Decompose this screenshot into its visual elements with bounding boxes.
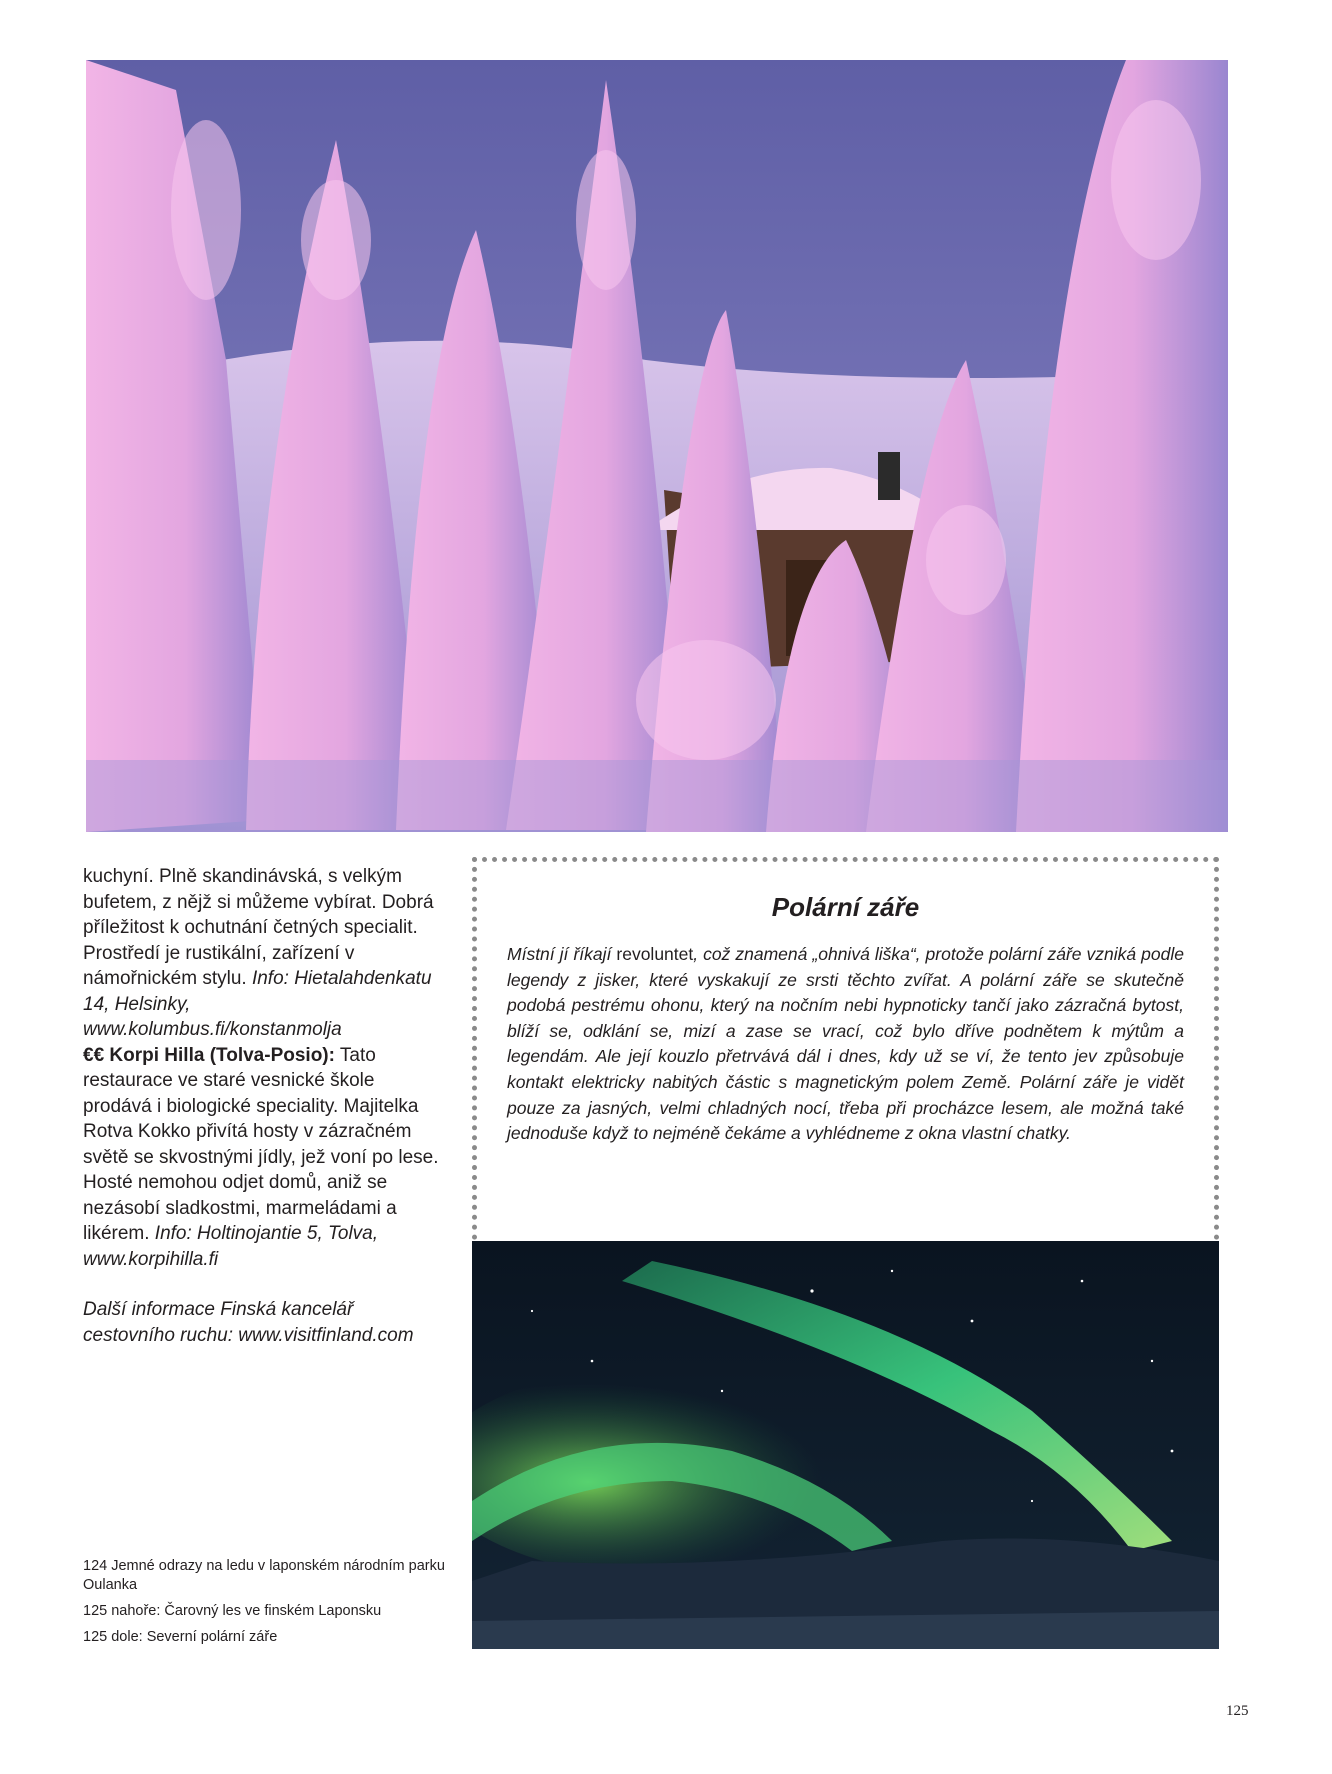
restaurant-name: €€ Korpi Hilla (Tolva-Posio): (83, 1044, 335, 1066)
info-address-1: Info: Hietalahdenkatu 14, Helsinky, www.kolumbus.fi/konstanmolja (83, 968, 432, 1040)
aurora-sidebar-box (472, 857, 1219, 1240)
sidebar-title: Polární záře (771, 892, 920, 922)
restaurant-paragraph-1: kuchyní. Plně skandinávská, s velkým bufetem, z nějž si můžeme vybírat. Dobrá příležitost k ochutnání četných specialit. Prostředí je rustikální, zařízení v námořnickém stylu. Info: Hietalahdenkatu 14, Helsinky, www.kolumbus.fi/konstanmolja (83, 866, 434, 1040)
restaurant-paragraph-2: €€ Korpi Hilla (Tolva-Posio): Tato restaurace ve staré vesnické škole prodává i biologické speciality. Majitelka Rotva Kokko přivítá hosty v zázračném světě se skvostnými jídly, jež voní po lese. Hosté nemohou odjet domů, aniž se nezásobí sladkostmi, marmeládami a likérem. Info: Holtinojantie 5, Tolva, www.korpihilla.fi (83, 1044, 439, 1270)
photo-captions (83, 1557, 463, 1654)
caption-125-bottom: 125 dole: Severní polární záře (83, 1629, 278, 1645)
page-number: 125 (1226, 1703, 1249, 1719)
northern-lights-photo (472, 1241, 1219, 1649)
caption-125-top: 125 nahoře: Čarovný les ve finském Laponsku (83, 1603, 382, 1619)
left-text-column (83, 864, 443, 1348)
info-address-2: Info: Holtinojantie 5, Tolva, www.korpihilla.fi (83, 1223, 379, 1270)
snowy-forest-cabin-photo (86, 60, 1228, 832)
further-info-paragraph: Další informace Finská kancelář cestovního ruchu: www.visitfinland.com (83, 1299, 414, 1346)
caption-124: 124 Jemné odrazy na ledu v laponském národním parku Oulanka (83, 1558, 445, 1593)
spacer (83, 1272, 443, 1297)
sidebar-body: Místní jí říkají revoluntet, což znamená „ohnivá liška“, protože polární záře vzniká podle legendy z jisker, které vyskakují ze srsti těchto zvířat. A polární záře se skutečně podobá pestrému ohonu, který na nočním nebi hypnoticky tančí jako zázračná bytost, blíží se, odklání se, mizí a zase se vrací, což bylo dříve podnětem k mýtům a legendám. Ale její kouzlo přetrvává dál i dnes, kdy už se ví, že tento jev způsobuje kontakt elektricky nabitých částic s magnetickým polem Země. Polární záře je vidět pouze za jasných, velmi chladných nocí, třeba při procházce lesem, ale možná také jednoduše když to nejméně čekáme a vyhlédneme z okna vlastní chatky. (507, 944, 1184, 1144)
